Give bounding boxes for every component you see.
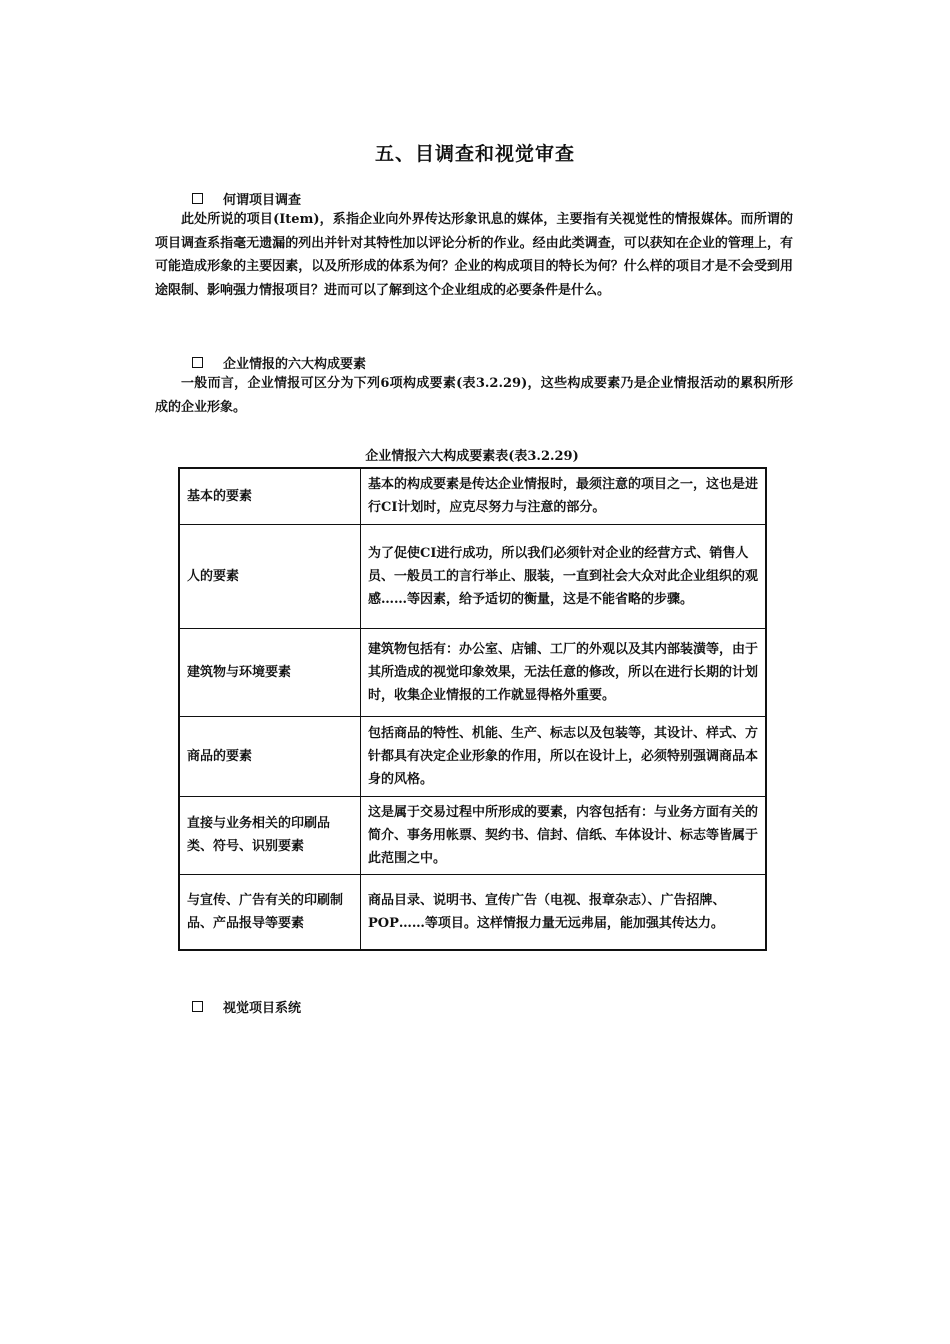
- checkbox-icon: [192, 1001, 203, 1012]
- table-row: [179, 874, 766, 950]
- table-caption: 企业情报六大构成要素表(表3.2.29): [365, 449, 579, 464]
- page-title: 五、目调查和视觉审查: [374, 143, 575, 165]
- table-row: [179, 628, 766, 716]
- element-desc-cell: 包括商品的特性、机能、生产、标志以及包装等，其设计、样式、方针都具有决定企业形象的作用，所以在设计上，必须特别强调商品本身的风格。: [361, 716, 767, 796]
- section-heading-six-elements: [192, 353, 366, 372]
- checkbox-icon: [192, 193, 203, 204]
- section-heading-label: 企业情报的六大构成要素: [223, 357, 367, 372]
- element-desc-cell: 为了促使CI进行成功，所以我们必须针对企业的经营方式、销售人员、一般员工的言行举止、服装，一直到社会大众对此企业组织的观感……等因素，给予适切的衡量，这是不能省略的步骤。: [361, 524, 767, 628]
- element-name-cell: 建筑物与环境要素: [179, 628, 361, 716]
- element-desc-cell: 这是属于交易过程中所形成的要素，内容包括有：与业务方面有关的简介、事务用帐票、契约书、信封、信纸、车体设计、标志等皆属于此范围之中。: [361, 796, 767, 874]
- section-heading-visual-system: [192, 997, 301, 1016]
- section-heading-label: 视觉项目系统: [223, 1001, 302, 1016]
- element-name-cell: 与宣传、广告有关的印刷制品、产品报导等要素: [179, 874, 361, 950]
- element-name-cell: 商品的要素: [179, 716, 361, 796]
- checkbox-icon: [192, 357, 203, 368]
- paragraph-six-elements: 一般而言，企业情报可区分为下列6项构成要素(表3.2.29)，这些构成要素乃是企业情报活动的累积所形成的企业形象。: [155, 376, 793, 415]
- paragraph-project-survey: 此处所说的项目(Item)，系指企业向外界传达形象讯息的媒体，主要指有关视觉性的情报媒体。而所谓的项目调查系指毫无遗漏的列出并针对其特性加以评论分析的作业。经由此类调查，可以获知在企业的管理上，有可能造成形象的主要因素，以及所形成的体系为何？企业的构成项目的特长为何？什么样的项目才是不会受到用途限制、影响强力情报项目？进而可以了解到这个企业组成的必要条件是什么。: [155, 212, 793, 298]
- table-row: [179, 796, 766, 874]
- elements-table: [178, 467, 767, 951]
- table-row: [179, 716, 766, 796]
- element-desc-cell: 商品目录、说明书、宣传广告（电视、报章杂志）、广告招牌、POP……等项目。这样情报力量无远弗届，能加强其传达力。: [361, 874, 767, 950]
- element-desc-cell: 建筑物包括有：办公室、店铺、工厂的外观以及其内部装潢等，由于其所造成的视觉印象效果，无法任意的修改，所以在进行长期的计划时，收集企业情报的工作就显得格外重要。: [361, 628, 767, 716]
- table-row: [179, 468, 766, 524]
- section-heading-project-survey: [192, 189, 301, 208]
- section-heading-label: 何谓项目调查: [223, 193, 302, 208]
- element-name-cell: 直接与业务相关的印刷品类、符号、识别要素: [179, 796, 361, 874]
- element-desc-cell: 基本的构成要素是传达企业情报时，最须注意的项目之一，这也是进行CI计划时，应克尽努力与注意的部分。: [361, 468, 767, 524]
- element-name-cell: 基本的要素: [179, 468, 361, 524]
- element-name-cell: 人的要素: [179, 524, 361, 628]
- table-row: [179, 524, 766, 628]
